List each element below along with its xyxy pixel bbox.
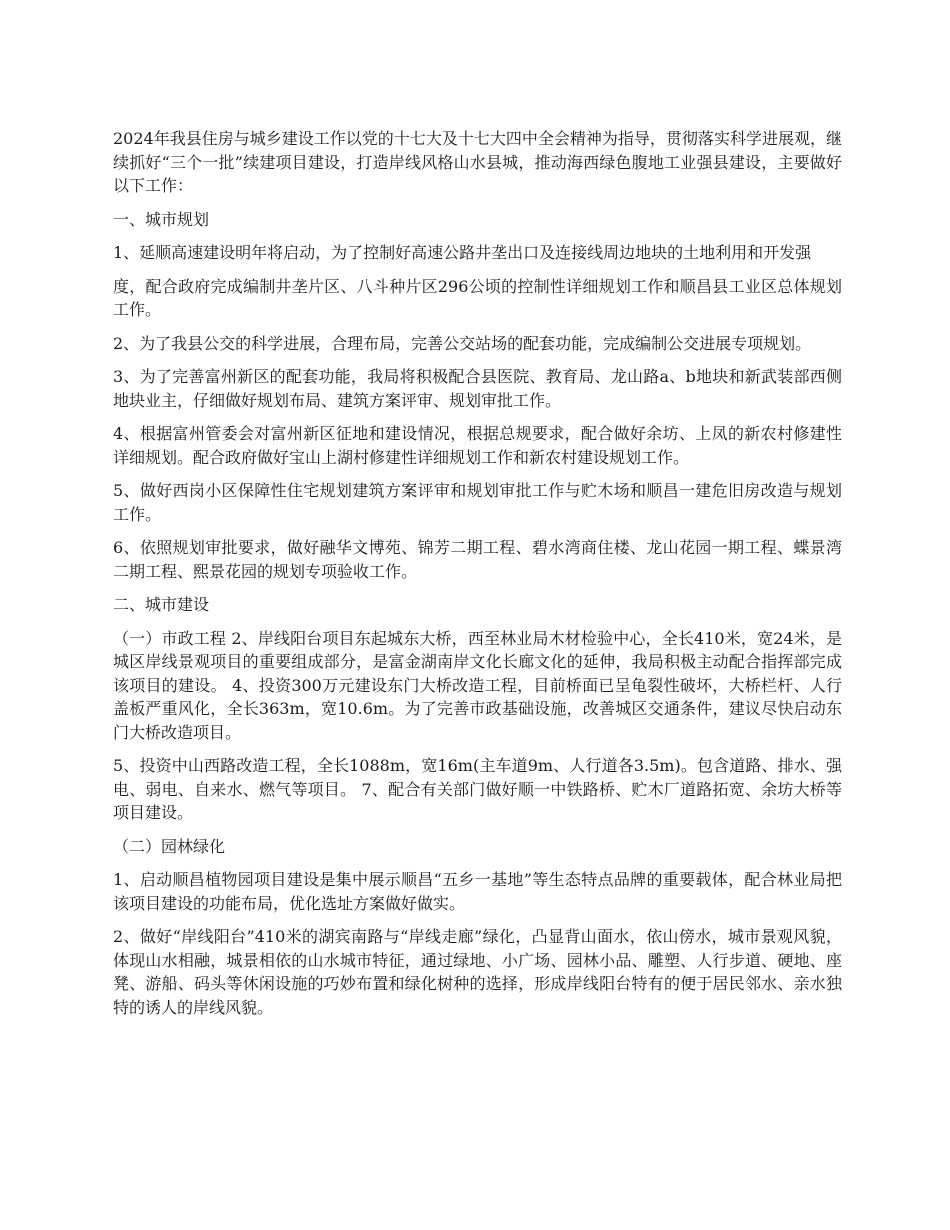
planning-item-6: 6、依照规划审批要求，做好融华文博苑、锦芳二期工程、碧水湾商住楼、龙山花园一期工程、蝶景湾二期工程、熙景花园的规划专项验收工作。 <box>113 538 842 581</box>
landscaping-item-2: 2、做好“岸线阳台”410米的湖宾南路与“岸线走廊”绿化，凸显背山面水，依山傍水，城市景观风貌，体现山水相融，城景相依的山水城市特征，通过绿地、小广场、园林小品、雕塑、人行步道、硬地、座凳、游船、码头等休闲设施的巧妙布置和绿化树种的选择，形成岸线阳台特有的便于居民邻水、亲水独特的诱人的岸线风貌。 <box>113 927 842 1017</box>
planning-item-1-part-1: 1、延顺高速建设明年将启动，为了控制好高速公路井垄出口及连接线周边地块的土地利用和开发强 <box>113 243 812 262</box>
planning-item-3: 3、为了完善富州新区的配套功能，我局将积极配合县医院、教育局、龙山路a、b地块和新武装部西侧地块业主，仔细做好规划布局、建筑方案评审、规划审批工作。 <box>113 367 842 410</box>
planning-item-1-part-2: 度，配合政府完成编制井垄片区、八斗种片区296公顷的控制性详细规划工作和顺昌县工业区总体规划工作。 <box>113 276 842 319</box>
planning-item-2: 2、为了我县公交的科学进展，合理布局，完善公交站场的配套功能，完成编制公交进展专项规划。 <box>113 333 812 353</box>
municipal-works-paragraph: （一）市政工程 2、岸线阳台项目东起城东大桥，西至林业局木材检验中心，全长410米，宽24米，是城区岸线景观项目的重要组成部分，是富金湖南岸文化长廊文化的延伸，我局积极主动配合指挥部完成该项目的建设。 4、投资300万元建设东门大桥改造工程，目前桥面已呈龟裂性破坏，大桥栏杆、人行盖板严重风化，全长363m，宽10.6m。为了完善市政基础设施，改善城区交通条件，建议尽快启动东门大桥改造项目。 <box>113 628 842 742</box>
section-heading-urban-planning: 一、城市规划 <box>113 209 210 229</box>
planning-item-5: 5、做好西岗小区保障性住宅规划建筑方案评审和规划审批工作与贮木场和顺昌一建危旧房改造与规划工作。 <box>113 481 842 524</box>
intro-paragraph: 2024年我县住房与城乡建设工作以党的十七大及十七大四中全会精神为指导，贯彻落实科学进展观，继续抓好“三个一批”续建项目建设，打造岸线风格山水县城，推动海西绿色腹地工业强县建设，主要做好以下工作： <box>113 129 842 195</box>
zhongshan-road-paragraph: 5、投资中山西路改造工程，全长1088m，宽16m(主车道9m、人行道各3.5m)。包含道路、排水、强电、弱电、自来水、燃气等项目。 7、配合有关部门做好顺一中铁路桥、贮木厂道路拓宽、余坊大桥等项目建设。 <box>113 756 842 822</box>
subsection-heading-landscaping: （二）园林绿化 <box>113 836 226 856</box>
section-heading-urban-construction: 二、城市建设 <box>113 595 210 614</box>
planning-item-4: 4、根据富州管委会对富州新区征地和建设情况，根据总规要求，配合做好余坊、上凤的新农村修建性详细规划。配合政府做好宝山上湖村修建性详细规划工作和新农村建设规划工作。 <box>113 424 842 467</box>
landscaping-item-1: 1、启动顺昌植物园项目建设是集中展示顺昌“五乡一基地”等生态特点品牌的重要载体，配合林业局把该项目建设的功能布局，优化选址方案做好做实。 <box>113 870 842 913</box>
